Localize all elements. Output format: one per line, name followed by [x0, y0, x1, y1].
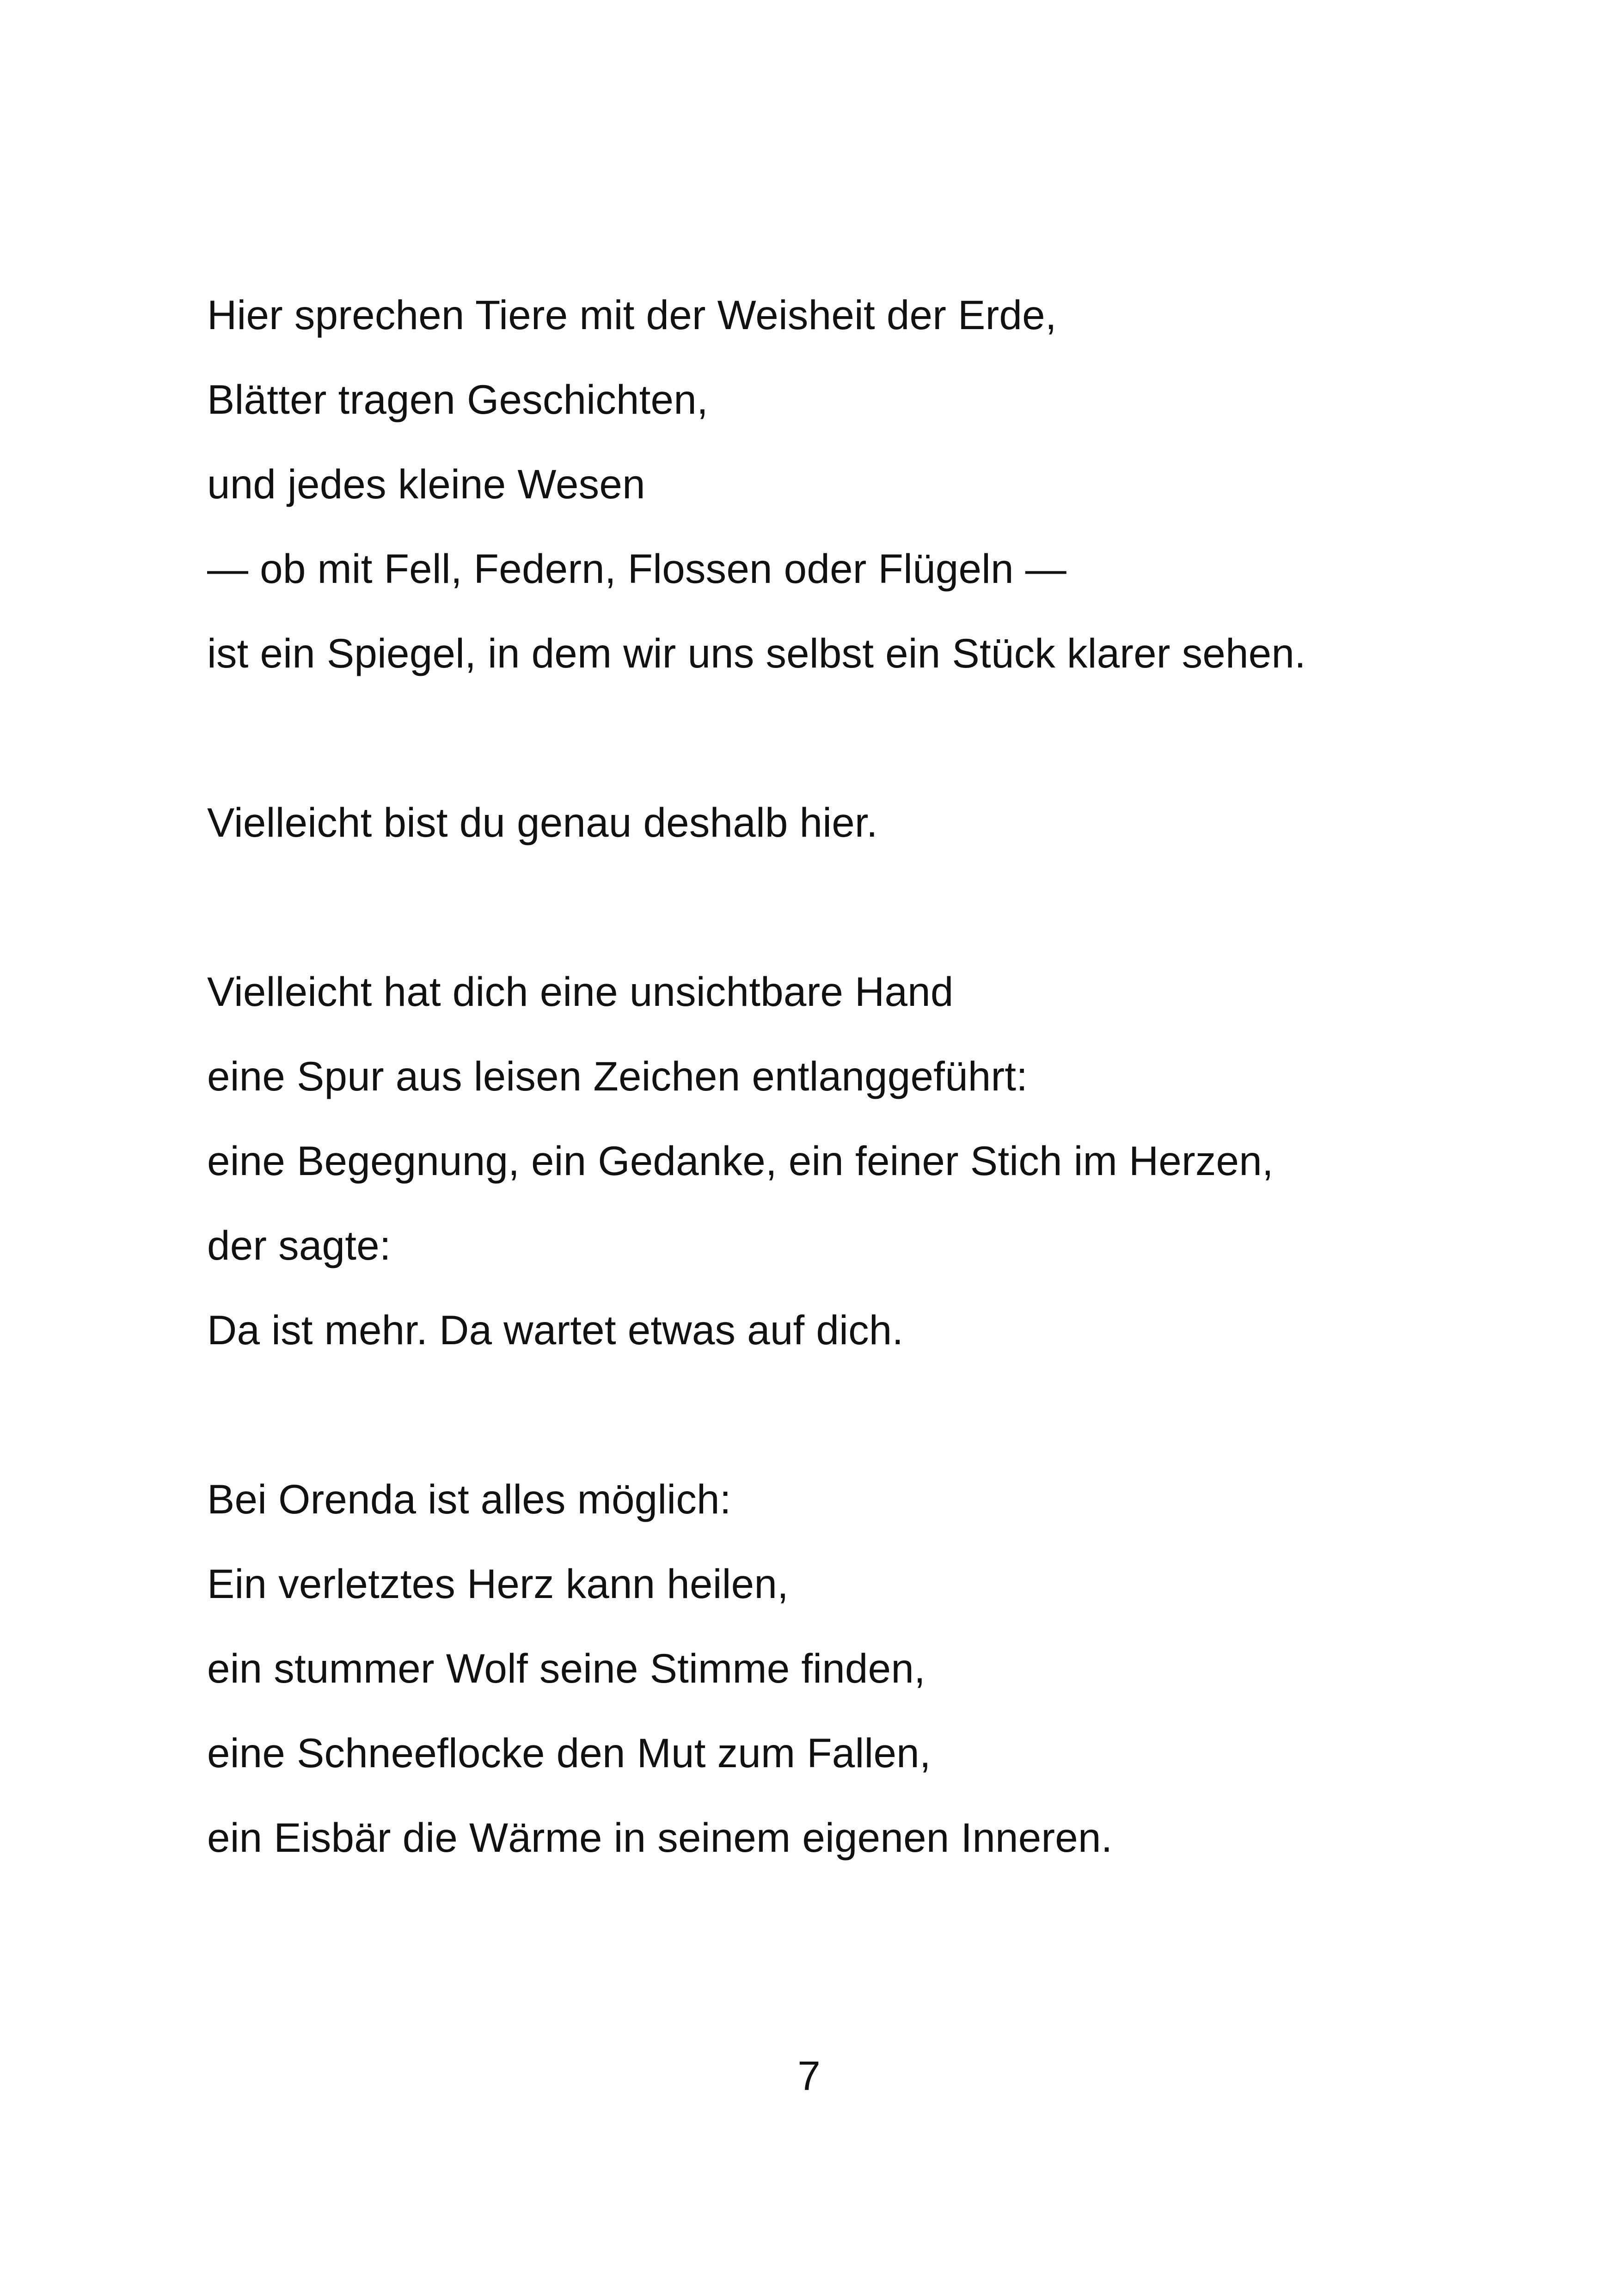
poem-line: Vielleicht hat dich eine unsichtbare Hand: [207, 968, 954, 1015]
stanza-1: [207, 273, 1455, 696]
poem-line: Hier sprechen Tiere mit der Weisheit der Erde,: [207, 292, 1057, 338]
stanza-4: [207, 1457, 1455, 1880]
page-number: 7: [797, 2052, 821, 2099]
stanza-gap: [207, 696, 1455, 780]
stanza-3: [207, 949, 1455, 1372]
poem-line: Ein verletztes Herz kann heilen,: [207, 1561, 789, 1607]
stanza-2: [207, 780, 1455, 865]
poem-line: — ob mit Fell, Federn, Flossen oder Flügeln —: [207, 545, 1066, 592]
poem-line: ist ein Spiegel, in dem wir uns selbst ein Stück klarer sehen.: [207, 630, 1306, 676]
poem-line: und jedes kleine Wesen: [207, 461, 645, 507]
poem-line: Blätter tragen Geschichten,: [207, 376, 708, 422]
poem-line: Vielleicht bist du genau deshalb hier.: [207, 799, 878, 845]
stanza-gap: [207, 865, 1455, 949]
poem-line: ein Eisbär die Wärme in seinem eigenen Inneren.: [207, 1814, 1113, 1861]
poem-line: ein stummer Wolf seine Stimme finden,: [207, 1645, 925, 1691]
poem-line: eine Begegnung, ein Gedanke, ein feiner Stich im Herzen,: [207, 1138, 1274, 1184]
poem-text: [207, 273, 1455, 1880]
poem-line: Da ist mehr. Da wartet etwas auf dich.: [207, 1307, 904, 1353]
poem-line: eine Schneeflocke den Mut zum Fallen,: [207, 1730, 931, 1776]
poem-line: Bei Orenda ist alles möglich:: [207, 1476, 731, 1522]
poem-line: eine Spur aus leisen Zeichen entlanggeführt:: [207, 1053, 1028, 1099]
poem-line: der sagte:: [207, 1222, 391, 1268]
stanza-gap: [207, 1372, 1455, 1457]
